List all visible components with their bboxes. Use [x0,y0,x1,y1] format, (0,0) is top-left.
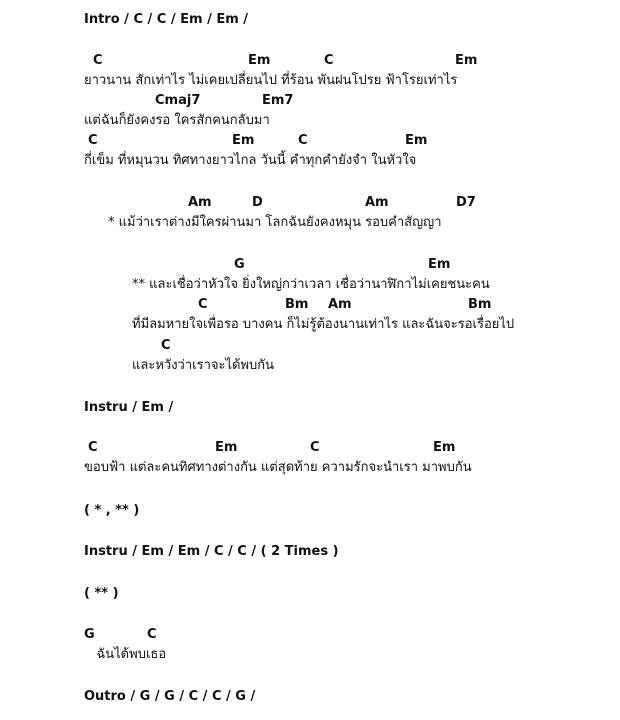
chord: C [88,133,98,148]
chord: C [324,53,334,68]
repeat2-line: ( ** ) [84,586,119,601]
chord: C [198,297,208,312]
chord: C [298,133,308,148]
chorus-line2-lyric: ที่มีลมหายใจเพื่อรอ บางคน ก็ไม่รู้ต้องนานเท่าไร และฉันจะรอเรื่อยไป [132,317,515,332]
chorus-line3-lyric: และหวังว่าเราจะได้พบกัน [132,358,275,373]
chord: D7 [456,195,476,210]
verse1-line3-lyric: กี่เข็ม ที่หมุนวน ทิศทางยาวไกล วันนี้ คำทุกคำยังจำ ในหัวใจ [84,153,417,168]
chord: C [88,440,98,455]
chord: Bm [468,297,492,312]
verse1-line1-lyric: ยาวนาน สักเท่าไร ไม่เคยเปลี่ยนไป ที่ร้อน พันฝนโปรย ฟ้าโรยเท่าไร [84,73,458,88]
chord: D [252,195,263,210]
chord: Em7 [262,93,294,108]
prechorus-lyric: * แม้ว่าเราต่างมีใครผ่านมา โลกฉันยังคงหมุน รอบคำสัญญา [108,215,442,230]
outro-line: Outro / G / G / C / C / G / [84,689,256,704]
chorus-line1-lyric: ** และเชื่อว่าหัวใจ ยิ่งใหญ่กว่าเวลา เชื่อว่านาฬิกาไม่เคยชนะคน [132,277,490,292]
chord: Em [405,133,428,148]
chord: G [84,627,95,642]
chord: Em [215,440,238,455]
chord: Em [232,133,255,148]
ending-lyric: ฉันได้พบเธอ [84,647,167,662]
chord: Cmaj7 [155,93,201,108]
chord: G [234,257,245,272]
chord: Am [365,195,389,210]
chord: C [93,53,103,68]
instru1-line: Instru / Em / [84,400,174,415]
chord: Em [455,53,478,68]
chord: C [161,338,171,353]
intro-line: Intro / C / C / Em / Em / [84,12,249,27]
chord: Em [433,440,456,455]
chord: Bm [285,297,309,312]
verse2-lyric: ขอบฟ้า แต่ละคนทิศทางต่างกัน แต่สุดท้าย ความรักจะนำเรา มาพบกัน [84,460,472,475]
chord: C [147,627,157,642]
chord: Am [328,297,352,312]
chord: Em [248,53,271,68]
chord: C [310,440,320,455]
chord: Em [428,257,451,272]
repeat1-line: ( * , ** ) [84,503,140,518]
chord: Am [188,195,212,210]
verse1-line2-lyric: แต่ฉันก็ยังคงรอ ใครสักคนกลับมา [84,113,270,128]
instru2-line: Instru / Em / Em / C / C / ( 2 Times ) [84,544,339,559]
